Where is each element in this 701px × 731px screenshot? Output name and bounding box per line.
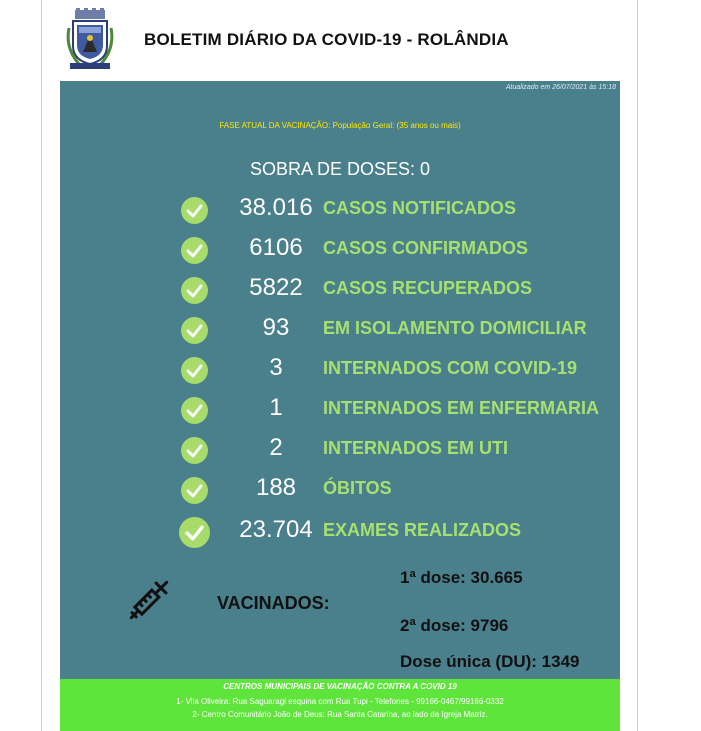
page-border-right — [637, 0, 638, 731]
leftover-doses: SOBRA DE DOSES: 0 — [249, 159, 431, 179]
stat-row — [60, 354, 620, 390]
stat-label: INTERNADOS EM UTI — [323, 438, 509, 458]
stat-value: 38.016 — [239, 194, 313, 221]
check-circle-icon — [181, 477, 208, 504]
first-dose: 1ª dose: 30.665 — [400, 568, 523, 587]
stat-value: 93 — [262, 314, 290, 341]
covid-panel — [60, 81, 620, 679]
footer-line-1: 1- Vila Oliveira: Rua Saguaragi esquina com Rua Tupi - Telefones - 99166-0467/99166-0332 — [176, 697, 504, 706]
stat-value: 1 — [269, 394, 283, 421]
updated-timestamp: Atualizado em 26/07/2021 às 15:18 — [505, 84, 616, 91]
stat-value: 23.704 — [239, 516, 313, 543]
city-crest-icon — [65, 8, 115, 70]
stat-row — [60, 474, 620, 510]
vaccination-centers-footer — [60, 679, 620, 731]
syringe-icon — [120, 571, 178, 629]
check-circle-icon — [181, 397, 208, 424]
stat-row — [60, 234, 620, 270]
stat-value: 2 — [269, 434, 283, 461]
check-circle-icon — [181, 277, 208, 304]
stat-row — [60, 194, 620, 230]
stat-value: 6106 — [249, 234, 303, 261]
check-circle-icon — [181, 357, 208, 384]
stat-label: CASOS NOTIFICADOS — [323, 198, 517, 218]
stat-row — [60, 274, 620, 310]
stat-row — [60, 516, 620, 552]
stat-label: INTERNADOS COM COVID-19 — [323, 358, 578, 378]
vaccination-phase: FASE ATUAL DA VACINAÇÃO: População Geral: (35 anos ou mais) — [219, 121, 461, 130]
stat-label: CASOS RECUPERADOS — [323, 278, 533, 298]
check-circle-icon — [181, 197, 208, 224]
footer-line-2: 2- Centro Comunitário João de Deus: Rua Santa Catarina, ao lado da Igreja Matriz. — [192, 710, 488, 719]
stat-row — [60, 314, 620, 350]
stat-label: CASOS CONFIRMADOS — [323, 238, 529, 258]
footer-title: CENTROS MUNICIPAIS DE VACINAÇÃO CONTRA A COVID 19 — [223, 682, 457, 691]
stat-value: 188 — [255, 474, 297, 501]
check-circle-icon — [181, 237, 208, 264]
check-circle-icon — [181, 317, 208, 344]
stat-label: ÓBITOS — [323, 478, 392, 498]
stat-row — [60, 394, 620, 430]
stat-value: 3 — [269, 354, 283, 381]
vaccinated-label: VACINADOS: — [217, 593, 330, 613]
stat-label: INTERNADOS EM ENFERMARIA — [323, 398, 600, 418]
header — [60, 0, 620, 80]
stat-value: 5822 — [249, 274, 303, 301]
stat-label: EM ISOLAMENTO DOMICILIAR — [323, 318, 587, 338]
check-circle-icon — [181, 437, 208, 464]
single-dose: Dose única (DU): 1349 — [400, 652, 580, 671]
check-circle-icon — [179, 517, 210, 548]
second-dose: 2ª dose: 9796 — [400, 616, 509, 635]
page-title: BOLETIM DIÁRIO DA COVID-19 - ROLÂNDIA — [144, 30, 509, 49]
stat-label: EXAMES REALIZADOS — [323, 520, 522, 540]
page-border-left — [41, 0, 42, 731]
stat-row — [60, 434, 620, 470]
